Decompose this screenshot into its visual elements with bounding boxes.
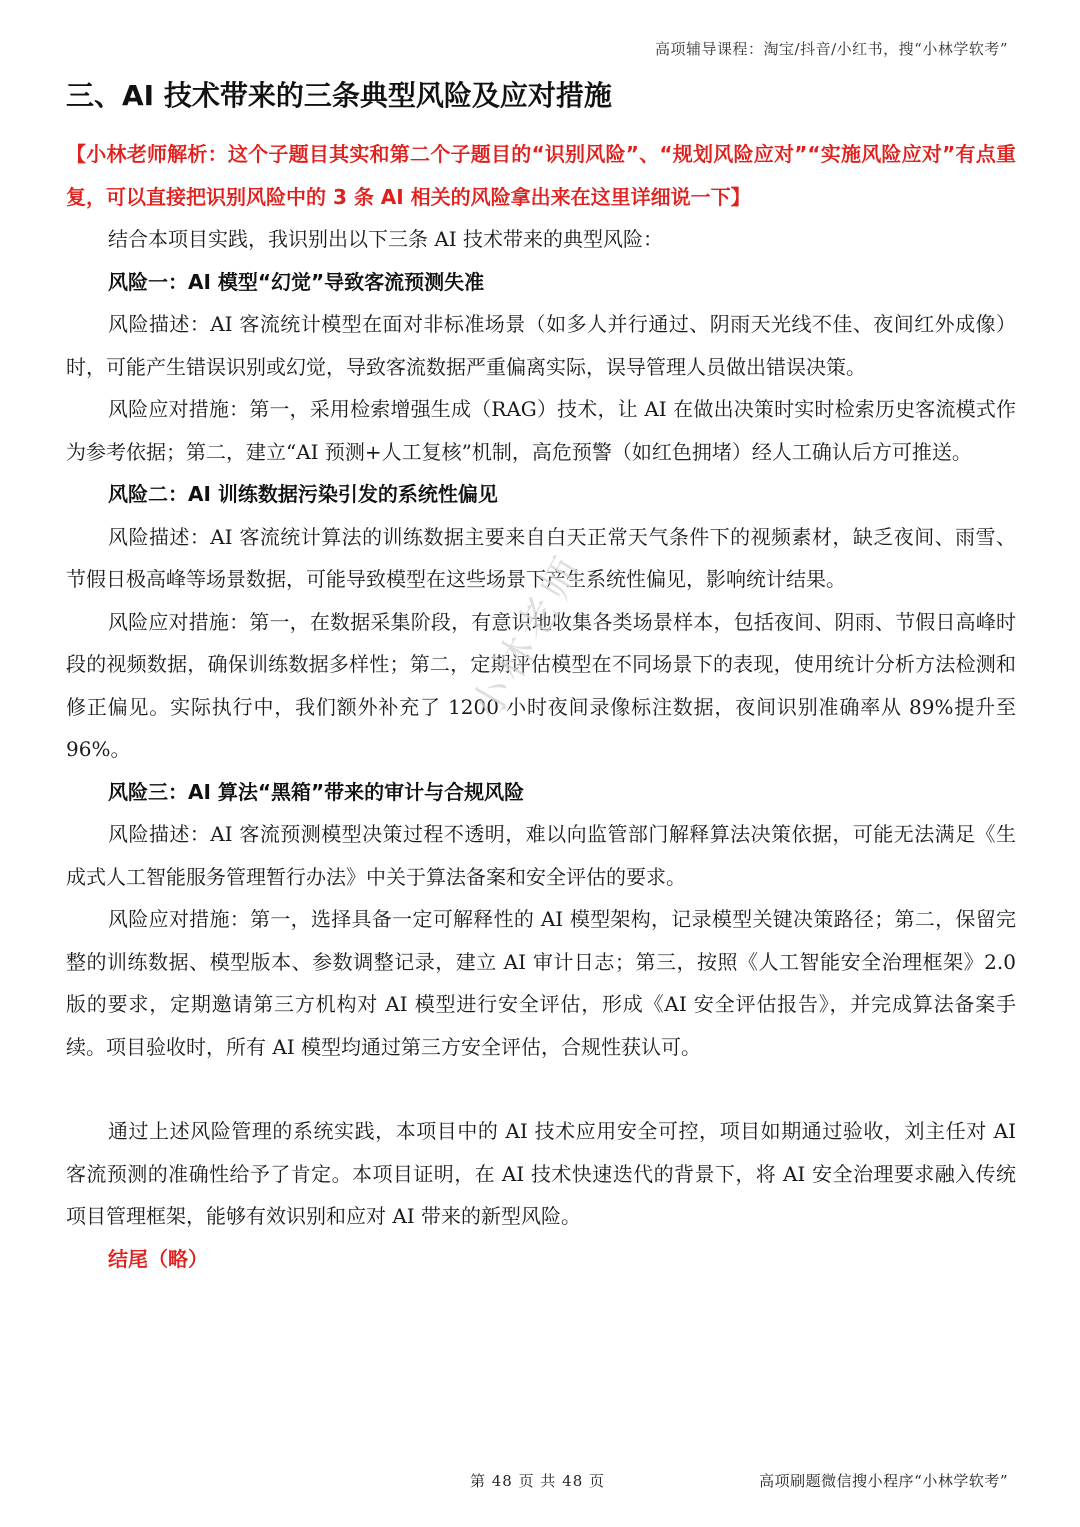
risk-1-measures: 风险应对措施：第一，采用检索增强生成（RAG）技术，让 AI 在做出决策时实时检索历史客流模式作为参考依据；第二，建立“AI 预测+人工复核”机制，高危预警（如红色拥堵）经人工确认后方可推送。 <box>66 397 1016 464</box>
page-number: 第 48 页 共 48 页 <box>470 1472 606 1490</box>
page-footer <box>0 1470 1080 1494</box>
header-note: 高项辅导课程：淘宝/抖音/小红书，搜“小林学软考” <box>655 40 1008 58</box>
watermark: 小林老师 <box>462 545 595 728</box>
intro-paragraph: 结合本项目实践，我识别出以下三条 AI 技术带来的典型风险： <box>108 227 664 251</box>
risk-2-description: 风险描述：AI 客流统计算法的训练数据主要来自白天正常天气条件下的视频素材，缺乏夜间、雨雪、节假日极高峰等场景数据，可能导致模型在这些场景下产生系统性偏见，影响统计结果。 <box>66 524 1016 591</box>
teacher-note: 【小林老师解析：这个子题目其实和第二个子题目的“识别风险”、“规划风险应对”“实施风险应对”有点重复，可以直接把识别风险中的 3 条 AI 相关的风险拿出来在这里详细说一下】 <box>66 142 1016 209</box>
section-title: 三、AI 技术带来的三条典型风险及应对措施 <box>66 79 612 112</box>
risk-1-description: 风险描述：AI 客流统计模型在面对非标准场景（如多人并行通过、阴雨天光线不佳、夜间红外成像）时，可能产生错误识别或幻觉，导致客流数据严重偏离实际，误导管理人员做出错误决策。 <box>66 312 1016 379</box>
risk-3-description: 风险描述：AI 客流预测模型决策过程不透明，难以向监管部门解释算法决策依据，可能无法满足《生成式人工智能服务管理暂行办法》中关于算法备案和安全评估的要求。 <box>66 822 1016 889</box>
document-body <box>66 133 1016 1280</box>
risk-1-heading: 风险一：AI 模型“幻觉”导致客流预测失准 <box>108 269 485 294</box>
conclusion-paragraph: 通过上述风险管理的系统实践，本项目中的 AI 技术应用安全可控，项目如期通过验收，刘主任对 AI 客流预测的准确性给予了肯定。本项目证明，在 AI 技术快速迭代的背景下，将 AI 安全治理要求融入传统项目管理框架，能够有效识别和应对 AI 带来的新型风险。 <box>66 1119 1016 1228</box>
paragraph-gap <box>66 1068 1016 1110</box>
footer-note: 高项刷题微信搜小程序“小林学软考” <box>759 1472 1008 1490</box>
risk-2-measures: 风险应对措施：第一，在数据采集阶段，有意识地收集各类场景样本，包括夜间、阴雨、节假日高峰时段的视频数据，确保训练数据多样性；第二，定期评估模型在不同场景下的表现，使用统计分析方法检测和修正偏见。实际执行中，我们额外补充了 1200 小时夜间录像标注数据，夜间识别准确率从 89%提升至 96%。 <box>66 609 1016 761</box>
risk-3-measures: 风险应对措施：第一，选择具备一定可解释性的 AI 模型架构，记录模型关键决策路径；第二，保留完整的训练数据、模型版本、参数调整记录，建立 AI 审计日志；第三，按照《人工智能安全治理框架》2.0 版的要求，定期邀请第三方机构对 AI 模型进行安全评估，形成《AI 安全评估报告》，并完成算法备案手续。项目验收时，所有 AI 模型均通过第三方安全评估，合规性获认可。 <box>66 907 1016 1059</box>
risk-2-heading: 风险二：AI 训练数据污染引发的系统性偏见 <box>108 482 498 506</box>
risk-3-heading: 风险三：AI 算法“黑箱”带来的审计与合规风险 <box>108 779 525 804</box>
ending-note: 结尾（略） <box>108 1246 208 1271</box>
